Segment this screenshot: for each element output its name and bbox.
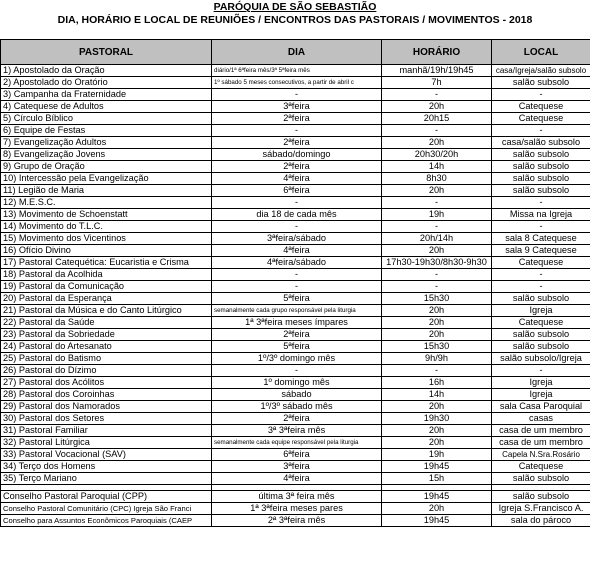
pastoral-cell: 31) Pastoral Familiar [1, 425, 212, 437]
local-cell: Catequese [492, 461, 590, 473]
dia-cell: - [212, 89, 382, 101]
local-cell: Catequese [492, 113, 590, 125]
local-cell: casa/salão subsolo [492, 137, 590, 149]
local-cell: salão subsolo [492, 341, 590, 353]
local-cell: salão subsolo [492, 161, 590, 173]
pastoral-cell: 4) Catequese de Adultos [1, 101, 212, 113]
local-cell: sala 8 Catequese [492, 233, 590, 245]
horario-cell: 19h30 [382, 413, 492, 425]
pastoral-cell: 6) Equipe de Festas [1, 125, 212, 137]
table-row [1, 89, 590, 101]
horario-cell: 20h [382, 185, 492, 197]
table-row [1, 149, 590, 161]
pastoral-cell: 14) Movimento do T.L.C. [1, 221, 212, 233]
table-row [1, 461, 590, 473]
local-cell: salão subsolo [492, 473, 590, 485]
table-row [1, 341, 590, 353]
horario-cell: - [382, 89, 492, 101]
pastoral-cell: 5) Círculo Bíblico [1, 113, 212, 125]
header-dia: DIA [212, 40, 382, 65]
dia-cell: 1º domingo mês [212, 377, 382, 389]
pastoral-cell: 2) Apostolado do Oratório [1, 77, 212, 89]
horario-cell: 20h [382, 437, 492, 449]
dia-cell: 4ªfeira [212, 173, 382, 185]
table-row [1, 377, 590, 389]
local-cell: - [492, 269, 590, 281]
horario-cell: 17h30-19h30/8h30-9h30 [382, 257, 492, 269]
local-cell: salão subsolo/Igreja [492, 353, 590, 365]
pastoral-cell: 15) Movimento dos Vicentinos [1, 233, 212, 245]
pastoral-cell: 9) Grupo de Oração [1, 161, 212, 173]
pastoral-cell: 18) Pastoral da Acolhida [1, 269, 212, 281]
dia-cell: 1º/3º sábado mês [212, 401, 382, 413]
horario-cell: - [382, 221, 492, 233]
table-row [1, 473, 590, 485]
horario-cell: 19h45 [382, 461, 492, 473]
pastoral-cell: 25) Pastoral do Batismo [1, 353, 212, 365]
pastoral-cell: 21) Pastoral da Música e do Canto Litúrgico [1, 305, 212, 317]
horario-cell: 20h [382, 137, 492, 149]
table-row [1, 65, 590, 77]
pastoral-cell: 16) Ofício Divino [1, 245, 212, 257]
dia-cell: 1ª 3ªfeira meses ímpares [212, 317, 382, 329]
dia-cell: 3ªfeira/sábado [212, 233, 382, 245]
dia-cell: 6ªfeira [212, 449, 382, 461]
pastoral-cell: 22) Pastoral da Saúde [1, 317, 212, 329]
horario-cell: 19h [382, 209, 492, 221]
horario-cell: - [382, 365, 492, 377]
local-cell: - [492, 365, 590, 377]
horario-cell: 20h15 [382, 113, 492, 125]
table-row [1, 389, 590, 401]
pastoral-cell: 13) Movimento de Schoenstatt [1, 209, 212, 221]
horario-cell: 15h30 [382, 293, 492, 305]
header-pastoral: PASTORAL [1, 40, 212, 65]
local-cell: Catequese [492, 317, 590, 329]
dia-cell: 2ª 3ªfeira mês [212, 515, 382, 527]
local-cell: salão subsolo [492, 293, 590, 305]
horario-cell: 20h [382, 305, 492, 317]
horario-cell: 20h [382, 401, 492, 413]
table-row [1, 437, 590, 449]
horario-cell: 20h [382, 245, 492, 257]
pastoral-cell: 1) Apostolado da Oração [1, 65, 212, 77]
table-row [1, 401, 590, 413]
local-cell: - [492, 281, 590, 293]
table-row [1, 317, 590, 329]
horario-cell: 9h/9h [382, 353, 492, 365]
table-row [1, 209, 590, 221]
dia-cell: 4ªfeira/sábado [212, 257, 382, 269]
pastoral-cell: 30) Pastoral dos Setores [1, 413, 212, 425]
local-cell: salão subsolo [492, 149, 590, 161]
dia-cell: 4ªfeira [212, 245, 382, 257]
local-cell: casa de um membro [492, 425, 590, 437]
dia-cell: - [212, 269, 382, 281]
dia-cell: 2ªfeira [212, 329, 382, 341]
table-row [1, 137, 590, 149]
dia-cell: - [212, 281, 382, 293]
local-cell: - [492, 89, 590, 101]
local-cell: casa de um membro [492, 437, 590, 449]
local-cell: casas [492, 413, 590, 425]
parish-title: PARÓQUIA DE SÃO SEBASTIÃO [213, 1, 377, 13]
local-cell: Catequese [492, 257, 590, 269]
pastoral-cell: Conselho Pastoral Comunitário (CPC) Igreja São Franci [1, 503, 212, 515]
dia-cell: semanalmente cada equipe responsável pela liturgia [212, 437, 382, 449]
local-cell: Capela N.Sra.Rosário [492, 449, 590, 461]
horario-cell: 20h [382, 329, 492, 341]
dia-cell: - [212, 125, 382, 137]
header-horario: HORÁRIO [382, 40, 492, 65]
local-cell: Igreja S.Francisco A. [492, 503, 590, 515]
table-row [1, 425, 590, 437]
pastoral-cell: 11) Legião de Maria [1, 185, 212, 197]
table-row [1, 125, 590, 137]
pastoral-cell: 35) Terço Mariano [1, 473, 212, 485]
pastoral-cell: Conselho Pastoral Paroquial (CPP) [1, 491, 212, 503]
table-header-row [1, 40, 590, 65]
dia-cell: 2ªfeira [212, 113, 382, 125]
dia-cell: 5ªfeira [212, 341, 382, 353]
local-cell: Igreja [492, 305, 590, 317]
pastoral-cell: 24) Pastoral do Artesanato [1, 341, 212, 353]
horario-cell: 19h [382, 449, 492, 461]
pastoral-rows [1, 65, 590, 527]
horario-cell: 20h [382, 101, 492, 113]
local-cell: sala 9 Catequese [492, 245, 590, 257]
horario-cell: 20h [382, 425, 492, 437]
horario-cell: 19h45 [382, 515, 492, 527]
horario-cell: - [382, 125, 492, 137]
horario-cell: 15h30 [382, 341, 492, 353]
horario-cell: 20h [382, 503, 492, 515]
pastoral-cell: 29) Pastoral dos Namorados [1, 401, 212, 413]
dia-cell: diário/1ª 6ªfeira mês/3ª 5ªfeira mês [212, 65, 382, 77]
table-row [1, 329, 590, 341]
pastoral-cell: 20) Pastoral da Esperança [1, 293, 212, 305]
pastoral-cell: 19) Pastoral da Comunicação [1, 281, 212, 293]
dia-cell: 1º/3º domingo mês [212, 353, 382, 365]
table-row [1, 197, 590, 209]
local-cell: - [492, 125, 590, 137]
table-row [1, 245, 590, 257]
pastoral-cell: 32) Pastoral Litúrgica [1, 437, 212, 449]
dia-cell: 3ªfeira [212, 461, 382, 473]
local-cell: salão subsolo [492, 173, 590, 185]
table-row [1, 449, 590, 461]
dia-cell: 2ªfeira [212, 161, 382, 173]
dia-cell: - [212, 197, 382, 209]
pastoral-cell: 17) Pastoral Catequética: Eucaristia e Crisma [1, 257, 212, 269]
local-cell: salão subsolo [492, 329, 590, 341]
horario-cell: 14h [382, 389, 492, 401]
pastoral-cell: 10) Intercessão pela Evangelização [1, 173, 212, 185]
pastoral-cell: 7) Evangelização Adultos [1, 137, 212, 149]
table-row [1, 221, 590, 233]
table-row [1, 293, 590, 305]
horario-cell: - [382, 269, 492, 281]
document-subtitle: DIA, HORÁRIO E LOCAL DE REUNIÕES / ENCONTROS DAS PASTORAIS / MOVIMENTOS - 2018 [57, 14, 533, 26]
pastoral-cell: 28) Pastoral dos Coroinhas [1, 389, 212, 401]
dia-cell: 3ª 3ªfeira mês [212, 425, 382, 437]
dia-cell: - [212, 221, 382, 233]
pastoral-cell: 23) Pastoral da Sobriedade [1, 329, 212, 341]
pastoral-cell: 34) Terço dos Homens [1, 461, 212, 473]
dia-cell: sábado/domingo [212, 149, 382, 161]
horario-cell: 19h45 [382, 491, 492, 503]
table-row [1, 281, 590, 293]
dia-cell: 1ª 3ªfeira meses pares [212, 503, 382, 515]
schedule-table [0, 39, 590, 527]
table-row [1, 305, 590, 317]
horario-cell: 15h [382, 473, 492, 485]
local-cell: - [492, 197, 590, 209]
pastoral-cell: 26) Pastoral do Dízimo [1, 365, 212, 377]
dia-cell: última 3ª feira mês [212, 491, 382, 503]
pastoral-cell: 3) Campanha da Fraternidade [1, 89, 212, 101]
dia-cell: - [212, 365, 382, 377]
dia-cell: 2ªfeira [212, 137, 382, 149]
horario-cell: manhã/19h/19h45 [382, 65, 492, 77]
dia-cell: 4ªfeira [212, 473, 382, 485]
local-cell: salão subsolo [492, 491, 590, 503]
local-cell: Catequese [492, 101, 590, 113]
dia-cell: 1º sábado 5 meses consecutivos, a partir de abril c [212, 77, 382, 89]
horario-cell: 7h [382, 77, 492, 89]
local-cell: casa/Igreja/salão subsolo [492, 65, 590, 77]
table-row [1, 269, 590, 281]
horario-cell: - [382, 281, 492, 293]
horario-cell: 20h30/20h [382, 149, 492, 161]
dia-cell: 6ªfeira [212, 185, 382, 197]
table-row [1, 173, 590, 185]
horario-cell: 14h [382, 161, 492, 173]
dia-cell: semanalmente cada grupo responsável pela liturgia [212, 305, 382, 317]
table-row [1, 113, 590, 125]
pastoral-cell: 12) M.E.S.C. [1, 197, 212, 209]
pastoral-cell: Conselho para Assuntos Econômicos Paroquiais (CAEP [1, 515, 212, 527]
pastoral-cell: 27) Pastoral dos Acólitos [1, 377, 212, 389]
table-row [1, 101, 590, 113]
table-row [1, 515, 590, 527]
dia-cell: 3ªfeira [212, 101, 382, 113]
table-row [1, 233, 590, 245]
table-row [1, 491, 590, 503]
dia-cell: dia 18 de cada mês [212, 209, 382, 221]
header-local: LOCAL [492, 40, 590, 65]
table-row [1, 365, 590, 377]
dia-cell: 5ªfeira [212, 293, 382, 305]
table-row [1, 161, 590, 173]
dia-cell: sábado [212, 389, 382, 401]
local-cell: sala do pároco [492, 515, 590, 527]
table-row [1, 503, 590, 515]
horario-cell: - [382, 197, 492, 209]
local-cell: Igreja [492, 377, 590, 389]
horario-cell: 16h [382, 377, 492, 389]
horario-cell: 20h [382, 317, 492, 329]
pastoral-cell: 8) Evangelização Jovens [1, 149, 212, 161]
dia-cell: 2ªfeira [212, 413, 382, 425]
local-cell: sala Casa Paroquial [492, 401, 590, 413]
local-cell: salão subsolo [492, 185, 590, 197]
local-cell: salão subsolo [492, 77, 590, 89]
table-row [1, 77, 590, 89]
local-cell: Missa na Igreja [492, 209, 590, 221]
local-cell: Igreja [492, 389, 590, 401]
local-cell: - [492, 221, 590, 233]
table-row [1, 353, 590, 365]
table-row [1, 257, 590, 269]
table-row [1, 185, 590, 197]
pastoral-cell: 33) Pastoral Vocacional (SAV) [1, 449, 212, 461]
table-row [1, 413, 590, 425]
horario-cell: 8h30 [382, 173, 492, 185]
horario-cell: 20h/14h [382, 233, 492, 245]
